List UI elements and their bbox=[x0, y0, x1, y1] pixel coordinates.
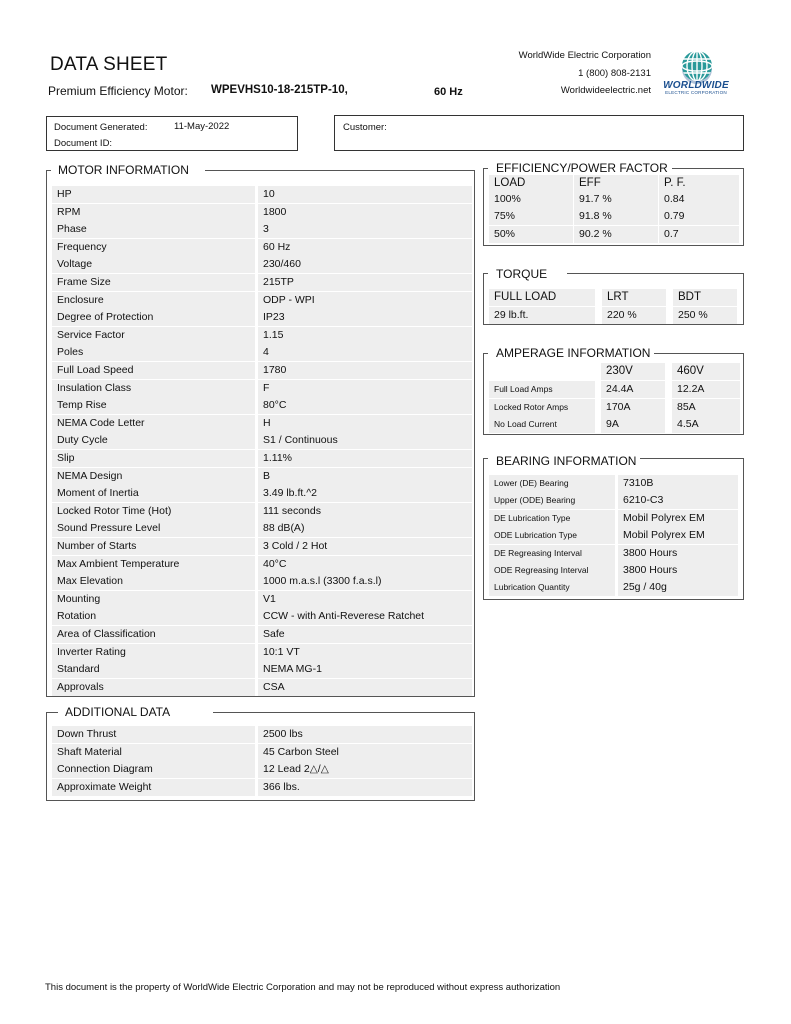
amperage-row bbox=[489, 399, 740, 416]
additional-data-row bbox=[52, 726, 472, 743]
efficiency-pf-cell: 0.79 bbox=[659, 208, 739, 225]
document-generated-label: Document Generated: bbox=[54, 122, 148, 133]
motor-info-row bbox=[52, 591, 472, 608]
frequency-label: 60 Hz bbox=[434, 86, 463, 98]
amperage-label: No Load Current bbox=[489, 416, 595, 433]
efficiency-header-load: LOAD bbox=[489, 175, 573, 192]
amperage-460v-value: 4.5A bbox=[672, 416, 740, 433]
motor-info-value: 1000 m.a.s.l (3300 f.a.s.l) bbox=[258, 573, 472, 590]
page-title: DATA SHEET bbox=[50, 54, 168, 75]
motor-info-label: Insulation Class bbox=[52, 380, 255, 397]
efficiency-header-eff: EFF bbox=[574, 175, 658, 192]
motor-info-label: RPM bbox=[52, 204, 255, 221]
logo-subtext: ELECTRIC CORPORATION bbox=[665, 90, 727, 95]
motor-info-label: Frame Size bbox=[52, 274, 255, 291]
torque-header-bdt: BDT bbox=[673, 289, 737, 306]
additional-data-label: Connection Diagram bbox=[52, 761, 255, 778]
motor-info-row bbox=[52, 186, 472, 203]
motor-info-label: Voltage bbox=[52, 256, 255, 273]
bearing-label: DE Lubrication Type bbox=[489, 510, 615, 527]
motor-info-label: Full Load Speed bbox=[52, 362, 255, 379]
bearing-row bbox=[489, 475, 738, 492]
motor-info-label: Phase bbox=[52, 221, 255, 238]
motor-info-value: 215TP bbox=[258, 274, 472, 291]
motor-info-label: Temp Rise bbox=[52, 397, 255, 414]
motor-info-label: Number of Starts bbox=[52, 538, 255, 555]
torque-title: TORQUE bbox=[492, 267, 551, 281]
additional-data-value: 366 lbs. bbox=[258, 779, 472, 796]
motor-info-label: Area of Classification bbox=[52, 626, 255, 643]
efficiency-row bbox=[489, 191, 739, 208]
document-info-box bbox=[46, 116, 298, 151]
motor-info-label: Locked Rotor Time (Hot) bbox=[52, 503, 255, 520]
motor-info-row bbox=[52, 239, 472, 256]
motor-info-value: V1 bbox=[258, 591, 472, 608]
bearing-title: BEARING INFORMATION bbox=[492, 454, 640, 468]
footer-disclaimer: This document is the property of WorldWide Electric Corporation and may not be reproduced without express authorization bbox=[45, 982, 561, 993]
bearing-row bbox=[489, 579, 738, 596]
bearing-value: 7310B bbox=[618, 475, 738, 492]
bearing-value: 25g / 40g bbox=[618, 579, 738, 596]
motor-info-label: Duty Cycle bbox=[52, 432, 255, 449]
amperage-230v-value: 24.4A bbox=[601, 381, 665, 398]
motor-info-value: H bbox=[258, 415, 472, 432]
motor-info-row bbox=[52, 608, 472, 625]
motor-info-row bbox=[52, 679, 472, 696]
motor-info-label: NEMA Design bbox=[52, 468, 255, 485]
motor-info-row bbox=[52, 661, 472, 678]
motor-info-value: IP23 bbox=[258, 309, 472, 326]
motor-info-label: Moment of Inertia bbox=[52, 485, 255, 502]
amperage-title: AMPERAGE INFORMATION bbox=[492, 346, 654, 360]
torque-full-load-value: 29 lb.ft. bbox=[489, 307, 595, 324]
motor-info-value: Safe bbox=[258, 626, 472, 643]
efficiency-title: EFFICIENCY/POWER FACTOR bbox=[492, 161, 672, 175]
motor-info-value: 3.49 lb.ft.^2 bbox=[258, 485, 472, 502]
bearing-label: ODE Lubrication Type bbox=[489, 527, 615, 544]
amperage-header-460v: 460V bbox=[672, 363, 740, 380]
motor-info-label: Inverter Rating bbox=[52, 644, 255, 661]
motor-info-value: 111 seconds bbox=[258, 503, 472, 520]
bearing-label: Lower (DE) Bearing bbox=[489, 475, 615, 492]
bearing-row bbox=[489, 492, 738, 509]
motor-info-label: Degree of Protection bbox=[52, 309, 255, 326]
amperage-230v-value: 170A bbox=[601, 399, 665, 416]
motor-info-value: B bbox=[258, 468, 472, 485]
additional-data-label: Down Thrust bbox=[52, 726, 255, 743]
bearing-value: Mobil Polyrex EM bbox=[618, 510, 738, 527]
additional-data-value: 2500 lbs bbox=[258, 726, 472, 743]
bearing-row bbox=[489, 562, 738, 579]
customer-label: Customer: bbox=[343, 122, 387, 133]
motor-info-label: Rotation bbox=[52, 608, 255, 625]
motor-info-value: 88 dB(A) bbox=[258, 520, 472, 537]
motor-info-row bbox=[52, 256, 472, 273]
additional-data-title: ADDITIONAL DATA bbox=[61, 705, 174, 719]
bearing-value: 6210-C3 bbox=[618, 492, 738, 509]
efficiency-load-cell: 100% bbox=[489, 191, 573, 208]
motor-info-row bbox=[52, 644, 472, 661]
additional-data-value: 45 Carbon Steel bbox=[258, 744, 472, 761]
additional-data-row bbox=[52, 744, 472, 761]
bearing-label: Lubrication Quantity bbox=[489, 579, 615, 596]
efficiency-load-cell: 50% bbox=[489, 226, 573, 243]
motor-info-value: 3 bbox=[258, 221, 472, 238]
motor-info-value: 230/460 bbox=[258, 256, 472, 273]
motor-info-row bbox=[52, 415, 472, 432]
motor-info-label: Poles bbox=[52, 344, 255, 361]
motor-info-label: NEMA Code Letter bbox=[52, 415, 255, 432]
additional-data-row bbox=[52, 779, 472, 796]
motor-info-value: 1780 bbox=[258, 362, 472, 379]
additional-data-value: 12 Lead 2△/△ bbox=[258, 761, 472, 778]
logo-word: WORLDWIDE bbox=[663, 80, 729, 91]
motor-info-value: 1800 bbox=[258, 204, 472, 221]
torque-value-row bbox=[489, 307, 737, 324]
efficiency-load-cell: 75% bbox=[489, 208, 573, 225]
company-name: WorldWide Electric Corporation bbox=[518, 50, 651, 61]
motor-info-label: Approvals bbox=[52, 679, 255, 696]
amperage-row bbox=[489, 381, 740, 398]
company-website[interactable]: Worldwideelectric.net bbox=[560, 85, 651, 96]
customer-box bbox=[334, 115, 744, 151]
motor-info-row bbox=[52, 344, 472, 361]
motor-info-label: Enclosure bbox=[52, 292, 255, 309]
motor-info-row bbox=[52, 520, 472, 537]
motor-info-row bbox=[52, 292, 472, 309]
amperage-row bbox=[489, 416, 740, 433]
efficiency-header-row bbox=[489, 175, 739, 192]
motor-info-value: 1.15 bbox=[258, 327, 472, 344]
motor-info-value: 80°C bbox=[258, 397, 472, 414]
amperage-460v-value: 12.2A bbox=[672, 381, 740, 398]
motor-info-value: 3 Cold / 2 Hot bbox=[258, 538, 472, 555]
motor-info-label: Slip bbox=[52, 450, 255, 467]
efficiency-pf-cell: 0.84 bbox=[659, 191, 739, 208]
motor-info-label: Service Factor bbox=[52, 327, 255, 344]
motor-info-row bbox=[52, 432, 472, 449]
motor-info-row bbox=[52, 309, 472, 326]
efficiency-header-pf: P. F. bbox=[659, 175, 739, 192]
torque-header-row bbox=[489, 289, 737, 306]
motor-info-row bbox=[52, 204, 472, 221]
torque-header-lrt: LRT bbox=[602, 289, 666, 306]
motor-info-value: CCW - with Anti-Reverese Ratchet bbox=[258, 608, 472, 625]
efficiency-eff-cell: 91.7 % bbox=[574, 191, 658, 208]
document-id-label: Document ID: bbox=[54, 138, 113, 149]
additional-data-label: Shaft Material bbox=[52, 744, 255, 761]
motor-info-value: 40°C bbox=[258, 556, 472, 573]
motor-info-label: Sound Pressure Level bbox=[52, 520, 255, 537]
amperage-label: Full Load Amps bbox=[489, 381, 595, 398]
motor-info-label: Standard bbox=[52, 661, 255, 678]
motor-info-value: 10:1 VT bbox=[258, 644, 472, 661]
motor-info-row bbox=[52, 274, 472, 291]
bearing-value: 3800 Hours bbox=[618, 562, 738, 579]
amperage-460v-value: 85A bbox=[672, 399, 740, 416]
additional-data-row bbox=[52, 761, 472, 778]
amperage-230v-value: 9A bbox=[601, 416, 665, 433]
efficiency-pf-cell: 0.7 bbox=[659, 226, 739, 243]
bearing-label: DE Regreasing Interval bbox=[489, 545, 615, 562]
motor-info-row bbox=[52, 556, 472, 573]
motor-info-label: Max Ambient Temperature bbox=[52, 556, 255, 573]
amperage-label: Locked Rotor Amps bbox=[489, 399, 595, 416]
bearing-row bbox=[489, 527, 738, 544]
motor-info-value: F bbox=[258, 380, 472, 397]
motor-info-row bbox=[52, 450, 472, 467]
motor-info-row bbox=[52, 538, 472, 555]
motor-info-row bbox=[52, 485, 472, 502]
efficiency-row bbox=[489, 226, 739, 243]
motor-info-value: 60 Hz bbox=[258, 239, 472, 256]
bearing-row bbox=[489, 510, 738, 527]
bearing-label: Upper (ODE) Bearing bbox=[489, 492, 615, 509]
document-generated-value: 11-May-2022 bbox=[174, 121, 230, 132]
torque-lrt-value: 220 % bbox=[602, 307, 666, 324]
motor-info-value: S1 / Continuous bbox=[258, 432, 472, 449]
motor-info-row bbox=[52, 503, 472, 520]
motor-info-row bbox=[52, 468, 472, 485]
motor-info-row bbox=[52, 327, 472, 344]
motor-info-label: HP bbox=[52, 186, 255, 203]
motor-info-row bbox=[52, 221, 472, 238]
motor-info-value: 4 bbox=[258, 344, 472, 361]
motor-info-value: 1.11% bbox=[258, 450, 472, 467]
additional-data-label: Approximate Weight bbox=[52, 779, 255, 796]
bearing-row bbox=[489, 545, 738, 562]
torque-bdt-value: 250 % bbox=[673, 307, 737, 324]
motor-info-row bbox=[52, 626, 472, 643]
motor-info-label: Frequency bbox=[52, 239, 255, 256]
bearing-label: ODE Regreasing Interval bbox=[489, 562, 615, 579]
model-number: WPEVHS10-18-215TP-10, bbox=[211, 84, 348, 96]
motor-info-value: NEMA MG-1 bbox=[258, 661, 472, 678]
motor-info-row bbox=[52, 397, 472, 414]
company-logo bbox=[662, 80, 730, 95]
motor-information-title: MOTOR INFORMATION bbox=[54, 163, 193, 177]
motor-info-value: ODP - WPI bbox=[258, 292, 472, 309]
efficiency-row bbox=[489, 208, 739, 225]
bearing-value: Mobil Polyrex EM bbox=[618, 527, 738, 544]
motor-info-value: CSA bbox=[258, 679, 472, 696]
efficiency-eff-cell: 91.8 % bbox=[574, 208, 658, 225]
amperage-header-230v: 230V bbox=[601, 363, 665, 380]
company-phone: 1 (800) 808-2131 bbox=[578, 68, 651, 79]
motor-info-row bbox=[52, 573, 472, 590]
bearing-value: 3800 Hours bbox=[618, 545, 738, 562]
motor-info-label: Max Elevation bbox=[52, 573, 255, 590]
motor-info-value: 10 bbox=[258, 186, 472, 203]
motor-info-row bbox=[52, 362, 472, 379]
motor-info-label: Mounting bbox=[52, 591, 255, 608]
motor-info-row bbox=[52, 380, 472, 397]
amperage-header-row bbox=[601, 363, 740, 380]
efficiency-eff-cell: 90.2 % bbox=[574, 226, 658, 243]
product-type-label: Premium Efficiency Motor: bbox=[48, 84, 188, 98]
torque-header-full-load: FULL LOAD bbox=[489, 289, 595, 306]
